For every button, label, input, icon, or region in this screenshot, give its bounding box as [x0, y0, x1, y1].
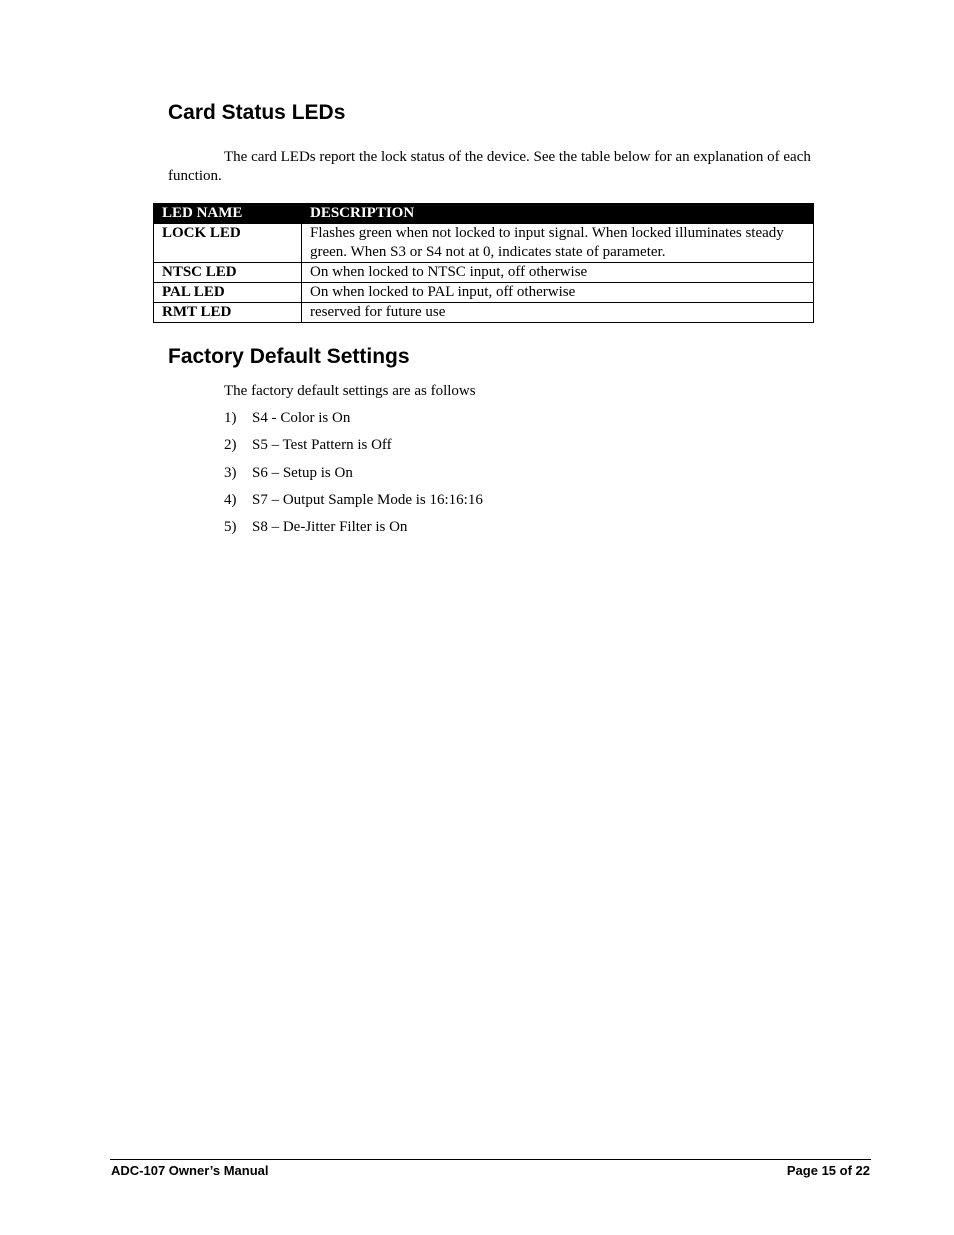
led-description-cell: On when locked to NTSC input, off otherwise: [302, 263, 814, 283]
footer-manual-title: ADC-107 Owner’s Manual: [111, 1163, 269, 1178]
settings-list: [224, 409, 483, 545]
led-name-cell: RMT LED: [154, 303, 302, 323]
column-header-led-name: LED NAME: [154, 204, 302, 224]
list-item-number: 2): [224, 437, 237, 454]
list-item: [224, 464, 483, 491]
table-row: [154, 283, 814, 303]
list-item: [224, 409, 483, 436]
list-item: [224, 491, 483, 518]
led-table: [153, 203, 814, 323]
list-item-number: 4): [224, 491, 237, 508]
led-name-cell: NTSC LED: [154, 263, 302, 283]
list-item-text: S7 – Output Sample Mode is 16:16:16: [252, 491, 483, 508]
list-item-text: S8 – De-Jitter Filter is On: [252, 519, 408, 536]
table-row: [154, 263, 814, 283]
table-row: [154, 303, 814, 323]
led-description-cell: reserved for future use: [302, 303, 814, 323]
list-item-text: S6 – Setup is On: [252, 464, 353, 481]
led-description-cell: On when locked to PAL input, off otherwise: [302, 283, 814, 303]
led-name-cell: LOCK LED: [154, 224, 302, 263]
list-item: [224, 518, 483, 545]
led-description-cell: Flashes green when not locked to input signal. When locked illuminates steady green. When S3 or S4 not at 0, indicates state of parameter.: [302, 224, 814, 263]
column-header-description: DESCRIPTION: [302, 204, 814, 224]
section-title-card-status-leds: Card Status LEDs: [168, 101, 346, 124]
footer-page-number: Page 15 of 22: [786, 1163, 870, 1178]
list-item-number: 3): [224, 464, 237, 481]
intro-paragraph: The card LEDs report the lock status of the device. See the table below for an explanation of each function.: [168, 149, 811, 184]
settings-lead-text: The factory default settings are as follows: [224, 383, 476, 399]
list-item-text: S5 – Test Pattern is Off: [252, 437, 392, 454]
table-row: [154, 224, 814, 263]
list-item-text: S4 - Color is On: [252, 410, 351, 426]
footer-divider: [110, 1159, 871, 1160]
table-header-row: [154, 204, 814, 224]
led-name-cell: PAL LED: [154, 283, 302, 303]
list-item-number: 5): [224, 519, 237, 536]
section-title-factory-default-settings: Factory Default Settings: [168, 345, 410, 368]
list-item-number: 1): [224, 410, 237, 426]
list-item: [224, 436, 483, 463]
